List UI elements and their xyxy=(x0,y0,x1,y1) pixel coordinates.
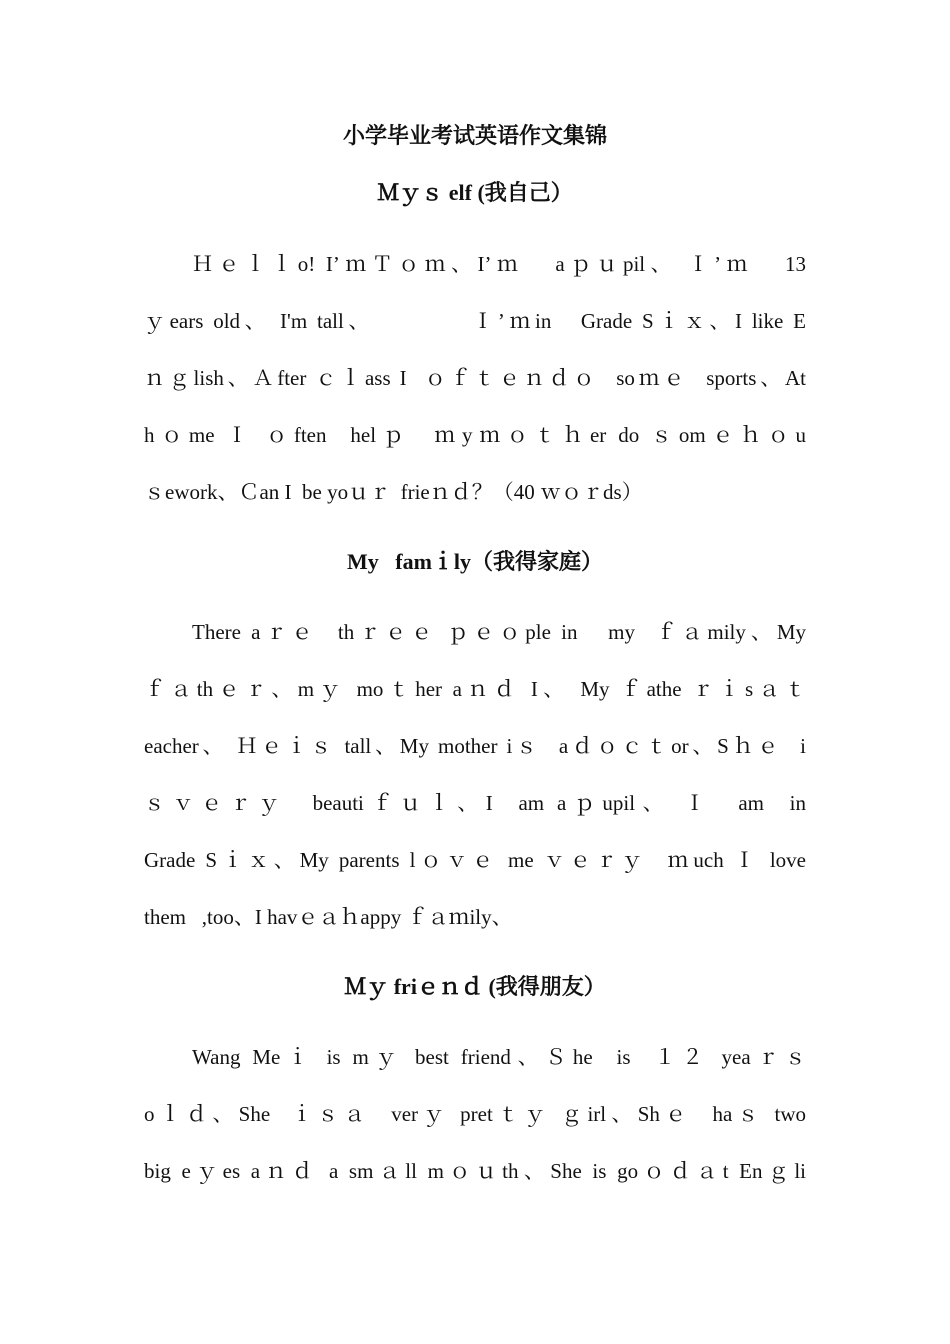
paragraph-line: eacher、 Ｈｅｉｓ tall、My mother iｓ aｄｏｃｔor、Sｈｅ i xyxy=(144,734,806,758)
paragraph-line: There aｒｅ thｒｅｅ ｐｅｏple in my ｆａmily、My xyxy=(192,620,806,644)
paragraph-line: them ,too、I havｅａｈappy ｆａｍily、 xyxy=(144,905,513,929)
section-heading-friend: Ｍｙ friｅｎｄ (我得朋友） xyxy=(344,974,606,999)
paragraph-line: ｓｖｅｒｙ beautiｆｕｌ、I am aｐupil、 Ｉ am in xyxy=(144,791,806,815)
paragraph-line: Ｈｅｌｌo! I’ｍＴｏｍ、I’ｍ aｐｕpil、 Ｉ’ｍ 13 xyxy=(192,252,806,276)
paragraph-line: oｌｄ、She ｉｓａ verｙ pretｔｙ ｇirl、Shｅ haｓ two xyxy=(144,1102,806,1126)
paragraph-line: ｎｇlish、Ａfter ｃｌass I ｏｆｔｅｎｄｏ soｍｅ sports、At xyxy=(144,366,806,390)
document-title: 小学毕业考试英语作文集锦 xyxy=(342,124,607,149)
paragraph-line: ｆａthｅｒ、mｙ moｔher aｎｄ I、 My ｆathe ｒｉsａｔ xyxy=(144,677,806,701)
paragraph-line: big eｙes aｎｄ a smａll mｏｕth、She is goｏｄａt Enｇli xyxy=(144,1159,806,1183)
paragraph-line: ｓework、Ｃan I be yoｕｒ frieｎｄ？（40 ｗｏｒds） xyxy=(144,480,643,504)
section-heading-family: My famｉly（我得家庭） xyxy=(346,549,604,574)
paragraph-line: Grade Sｉｘ、My parents lｏｖｅ me ｖｅｒｙ ｍuch Ｉ love xyxy=(144,848,806,872)
paragraph-line: hｏme Ｉ ｏften helｐ ｍyｍｏｔｈer do ｓomｅｈｏu xyxy=(144,423,806,447)
paragraph-line: Wang Meｉ is mｙ best friend、Ｓhe is １２ yeaｒｓ xyxy=(192,1045,806,1069)
section-heading-myself: Ｍｙｓ elf (我自己） xyxy=(377,180,573,205)
paragraph-line: ｙears old、 I'm tall、 Ｉ’ｍin Grade Sｉｘ、I like E xyxy=(144,309,806,333)
